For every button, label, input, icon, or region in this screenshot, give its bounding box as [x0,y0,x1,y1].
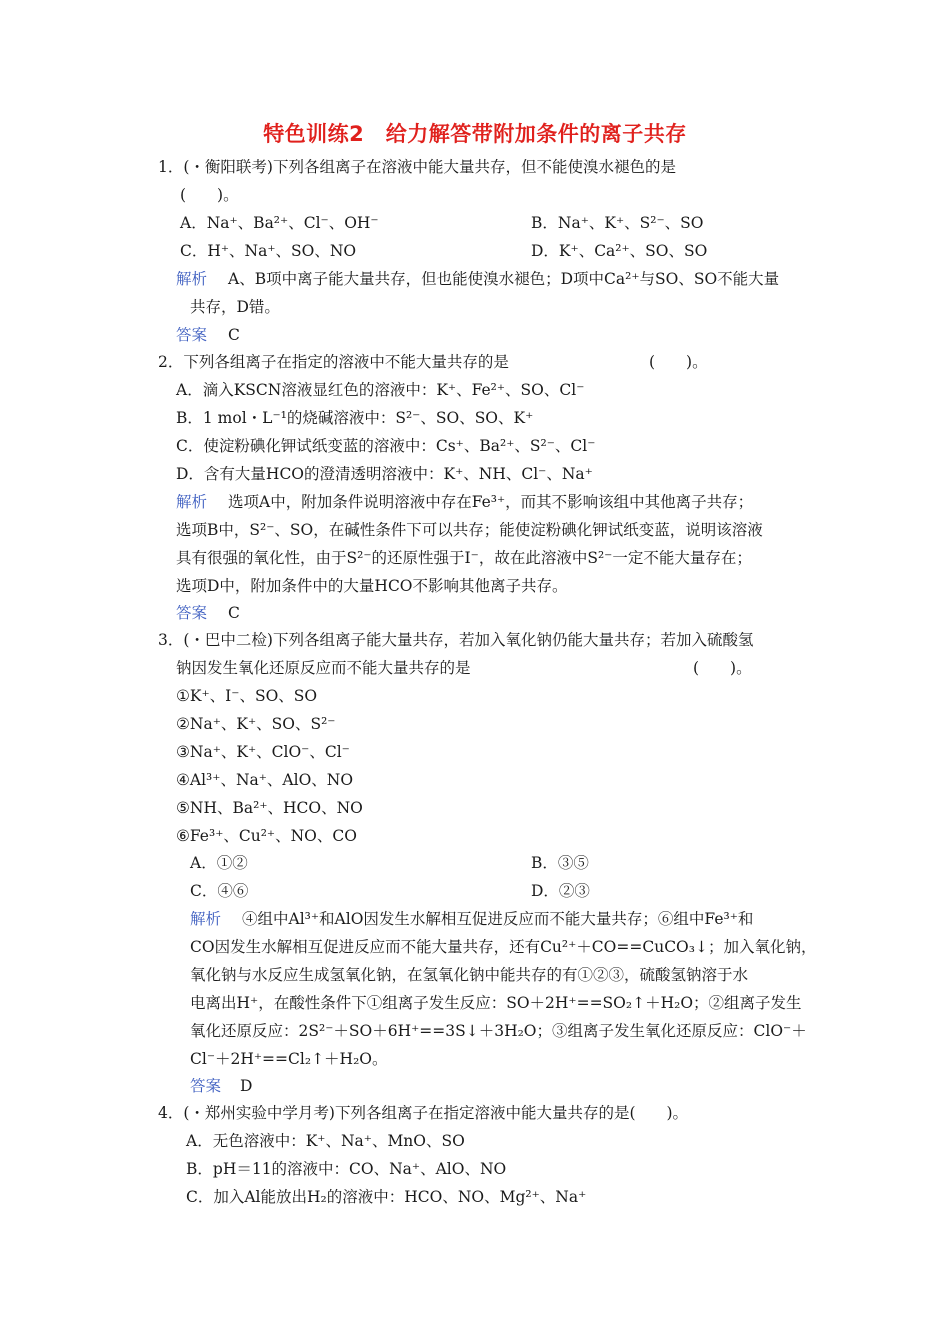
q4-stem: 4．(・郑州实验中学月考)下列各组离子在指定溶液中能大量共存的是( )。 [158,1104,689,1122]
q3-option-c: C．④⑥ [190,882,249,900]
q1-stem-line1: 1．(・衡阳联考)下列各组离子在溶液中能大量共存，但不能使溴水褪色的是 [158,158,676,176]
q3-item-1: ①K⁺、I⁻、SO、SO [176,687,318,705]
q1-answer-bracket: ( )。 [180,186,239,204]
page-title: 特色训练2 给力解答带附加条件的离子共存 [263,122,687,146]
q3-answer-label: 答案 [190,1077,222,1095]
q1-option-d: D．K⁺、Ca²⁺、SO、SO [531,242,708,260]
q1-option-a: A．Na⁺、Ba²⁺、Cl⁻、OH⁻ [180,214,379,232]
q4-option-a: A．无色溶液中：K⁺、Na⁺、MnO、SO [186,1132,465,1150]
q2-option-d: D．含有大量HCO的澄清透明溶液中：K⁺、NH、Cl⁻、Na⁺ [176,465,593,483]
q2-option-c: C．使淀粉碘化钾试纸变蓝的溶液中：Cs⁺、Ba²⁺、S²⁻、Cl⁻ [176,437,596,455]
q2-stem: 2．下列各组离子在指定的溶液中不能大量共存的是 [158,353,509,371]
q3-item-4: ④Al³⁺、Na⁺、AlO、NO [176,771,354,789]
q4-option-c: C．加入Al能放出H₂的溶液中：HCO、NO、Mg²⁺、Na⁺ [186,1188,587,1206]
q1-answer-value: C [228,326,240,344]
q3-analysis-line6: Cl⁻＋2H⁺==Cl₂↑＋H₂O。 [190,1050,388,1068]
q3-item-2: ②Na⁺、K⁺、SO、S²⁻ [176,715,336,733]
q3-stem-line1: 3．(・巴中二检)下列各组离子能大量共存，若加入氧化钠仍能大量共存；若加入硫酸氢 [158,631,754,649]
q1-analysis-label: 解析 [176,270,208,288]
q2-answer-label: 答案 [176,604,208,622]
q3-stem-line2: 钠因发生氧化还原反应而不能大量共存的是 [176,659,471,677]
q2-analysis-label: 解析 [176,493,208,511]
q3-item-5: ⑤NH、Ba²⁺、HCO、NO [176,799,363,817]
q3-analysis-line4: 电离出H⁺，在酸性条件下①组离子发生反应：SO＋2H⁺==SO₂↑＋H₂O；②组离子发生 [190,994,802,1012]
q3-option-a: A．①② [190,854,248,872]
q2-answer-value: C [228,604,240,622]
q2-analysis-line2: 选项B中，S²⁻、SO，在碱性条件下可以共存；能使淀粉碘化钾试纸变蓝，说明该溶液 [176,521,763,539]
q2-analysis-line3: 具有很强的氧化性，由于S²⁻的还原性强于I⁻，故在此溶液中S²⁻一定不能大量存在； [176,549,752,567]
q3-answer-value: D [240,1077,253,1095]
q1-option-c: C．H⁺、Na⁺、SO、NO [180,242,357,260]
q3-item-3: ③Na⁺、K⁺、ClO⁻、Cl⁻ [176,743,350,761]
q2-option-a: A．滴入KSCN溶液显红色的溶液中：K⁺、Fe²⁺、SO、Cl⁻ [176,381,585,399]
q2-analysis-line1: 选项A中，附加条件说明溶液中存在Fe³⁺，而其不影响该组中其他离子共存； [228,493,754,511]
q3-analysis-line5: 氧化还原反应：2S²⁻＋SO＋6H⁺==3S↓＋3H₂O；③组离子发生氧化还原反应：ClO⁻＋ [190,1022,807,1040]
q2-option-b: B．1 mol・L⁻¹的烧碱溶液中：S²⁻、SO、SO、K⁺ [176,409,534,427]
q3-answer-bracket: ( )。 [693,659,752,677]
q1-option-b: B．Na⁺、K⁺、S²⁻、SO [531,214,704,232]
q3-analysis-line2: CO因发生水解相互促进反应而不能大量共存，还有Cu²⁺＋CO==CuCO₃↓；加入氧化钠， [190,938,817,956]
q3-analysis-line3: 氧化钠与水反应生成氢氧化钠，在氢氧化钠中能共存的有①②③，硫酸氢钠溶于水 [190,966,749,984]
q3-item-6: ⑥Fe³⁺、Cu²⁺、NO、CO [176,827,357,845]
q3-option-d: D．②③ [531,882,590,900]
q3-analysis-label: 解析 [190,910,222,928]
q1-analysis-line1: A、B项中离子能大量共存，但也能使溴水褪色；D项中Ca²⁺与SO、SO不能大量 [228,270,780,288]
q2-analysis-line4: 选项D中，附加条件中的大量HCO不影响其他离子共存。 [176,577,568,595]
q1-analysis-line2: 共存，D错。 [190,298,280,316]
q2-answer-bracket: ( )。 [649,353,708,371]
q3-analysis-line1: ④组中Al³⁺和AlO因发生水解相互促进反应而不能大量共存；⑥组中Fe³⁺和 [242,910,754,928]
q4-option-b: B．pH＝11的溶液中：CO、Na⁺、AlO、NO [186,1160,507,1178]
q3-option-b: B．③⑤ [531,854,589,872]
q1-answer-label: 答案 [176,326,208,344]
